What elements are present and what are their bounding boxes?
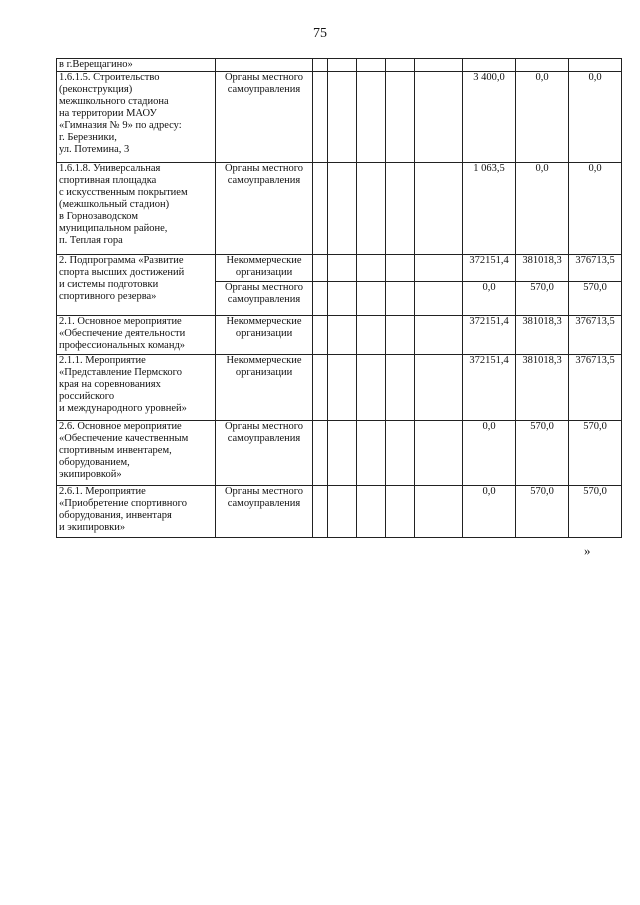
empty-cell: [415, 421, 463, 486]
empty-cell: [357, 316, 386, 355]
empty-cell: [415, 59, 463, 72]
value-2020: 570,0: [516, 486, 569, 538]
row-executor: Органы местного самоуправления: [216, 163, 313, 255]
empty-cell: [386, 163, 415, 255]
empty-cell: [328, 355, 357, 421]
empty-cell: [415, 316, 463, 355]
table-row: [57, 355, 622, 421]
row-name: в г.Верещагино»: [57, 59, 216, 72]
row-executor: Некоммерческие организации: [216, 355, 313, 421]
empty-cell: [328, 72, 357, 163]
row-name: 1.6.1.5. Строительство (реконструкция) межшкольного стадиона на территории МАОУ «Гимназия № 9» по адресу: г. Березники, ул. Потемина, 3: [57, 72, 216, 163]
empty-cell: [386, 282, 415, 316]
value-2020: 381018,3: [516, 316, 569, 355]
empty-cell: [313, 486, 328, 538]
empty-cell: [313, 163, 328, 255]
empty-cell: [415, 255, 463, 282]
empty-cell: [328, 486, 357, 538]
empty-cell: [313, 59, 328, 72]
empty-cell: [386, 421, 415, 486]
value-2020: 570,0: [516, 282, 569, 316]
empty-cell: [357, 282, 386, 316]
value-2019: 1 063,5: [463, 163, 516, 255]
empty-cell: [328, 316, 357, 355]
row-executor: Некоммерческие организации: [216, 255, 313, 282]
empty-cell: [313, 355, 328, 421]
row-name: 2.1. Основное мероприятие «Обеспечение деятельности профессиональных команд»: [57, 316, 216, 355]
value-2020: 381018,3: [516, 255, 569, 282]
empty-cell: [386, 316, 415, 355]
value-2021: 570,0: [569, 421, 622, 486]
value-2019: 372151,4: [463, 255, 516, 282]
table-row: [57, 163, 622, 255]
closing-quote-mark: »: [584, 543, 591, 558]
value-2019: 0,0: [463, 282, 516, 316]
value-2021: 0,0: [569, 72, 622, 163]
empty-cell: [386, 486, 415, 538]
empty-cell: [357, 355, 386, 421]
page-number: 75: [313, 26, 327, 41]
empty-cell: [328, 421, 357, 486]
value-2021: 570,0: [569, 282, 622, 316]
value-2019: 372151,4: [463, 355, 516, 421]
empty-cell: [386, 59, 415, 72]
empty-cell: [313, 282, 328, 316]
row-executor: Органы местного самоуправления: [216, 486, 313, 538]
value-2021: 0,0: [569, 163, 622, 255]
value-2020: 0,0: [516, 72, 569, 163]
empty-cell: [357, 421, 386, 486]
value-2020: 570,0: [516, 421, 569, 486]
value-2020: 0,0: [516, 163, 569, 255]
empty-cell: [328, 163, 357, 255]
empty-cell: [357, 255, 386, 282]
row-executor: Органы местного самоуправления: [216, 282, 313, 316]
table-row: [57, 421, 622, 486]
empty-cell: [328, 255, 357, 282]
row-name: 2. Подпрограмма «Развитие спорта высших достижений и системы подготовки спортивного резерва»: [57, 255, 216, 316]
row-name: 2.1.1. Мероприятие «Представление Пермского края на соревнованиях российского и международного уровней»: [57, 355, 216, 421]
empty-cell: [386, 72, 415, 163]
empty-cell: [386, 255, 415, 282]
value-2021: [569, 59, 622, 72]
row-name: 1.6.1.8. Универсальная спортивная площадка с искусственным покрытием (межшкольный стадион) в Горнозаводском муниципальном районе, п. Теплая гора: [57, 163, 216, 255]
empty-cell: [357, 59, 386, 72]
empty-cell: [328, 282, 357, 316]
table-row: [57, 316, 622, 355]
empty-cell: [313, 316, 328, 355]
empty-cell: [357, 486, 386, 538]
value-2020: 381018,3: [516, 355, 569, 421]
row-executor: Органы местного самоуправления: [216, 72, 313, 163]
budget-table: [56, 58, 622, 538]
value-2019: 372151,4: [463, 316, 516, 355]
empty-cell: [313, 255, 328, 282]
empty-cell: [328, 59, 357, 72]
empty-cell: [415, 486, 463, 538]
row-name: 2.6. Основное мероприятие «Обеспечение качественным спортивным инвентарем, оборудованием, экипировкой»: [57, 421, 216, 486]
value-2021: 376713,5: [569, 316, 622, 355]
value-2020: [516, 59, 569, 72]
row-executor: Органы местного самоуправления: [216, 421, 313, 486]
table-row: [57, 486, 622, 538]
value-2021: 570,0: [569, 486, 622, 538]
empty-cell: [313, 72, 328, 163]
table-row: [57, 255, 622, 282]
value-2019: 0,0: [463, 421, 516, 486]
empty-cell: [415, 72, 463, 163]
empty-cell: [415, 355, 463, 421]
row-name: 2.6.1. Мероприятие «Приобретение спортивного оборудования, инвентаря и экипировки»: [57, 486, 216, 538]
table-row: [57, 72, 622, 163]
table-row: [57, 59, 622, 72]
value-2019: 3 400,0: [463, 72, 516, 163]
empty-cell: [386, 355, 415, 421]
empty-cell: [357, 163, 386, 255]
empty-cell: [415, 163, 463, 255]
empty-cell: [357, 72, 386, 163]
value-2019: [463, 59, 516, 72]
empty-cell: [313, 421, 328, 486]
row-executor: Некоммерческие организации: [216, 316, 313, 355]
value-2021: 376713,5: [569, 355, 622, 421]
empty-cell: [415, 282, 463, 316]
value-2019: 0,0: [463, 486, 516, 538]
value-2021: 376713,5: [569, 255, 622, 282]
row-executor: [216, 59, 313, 72]
